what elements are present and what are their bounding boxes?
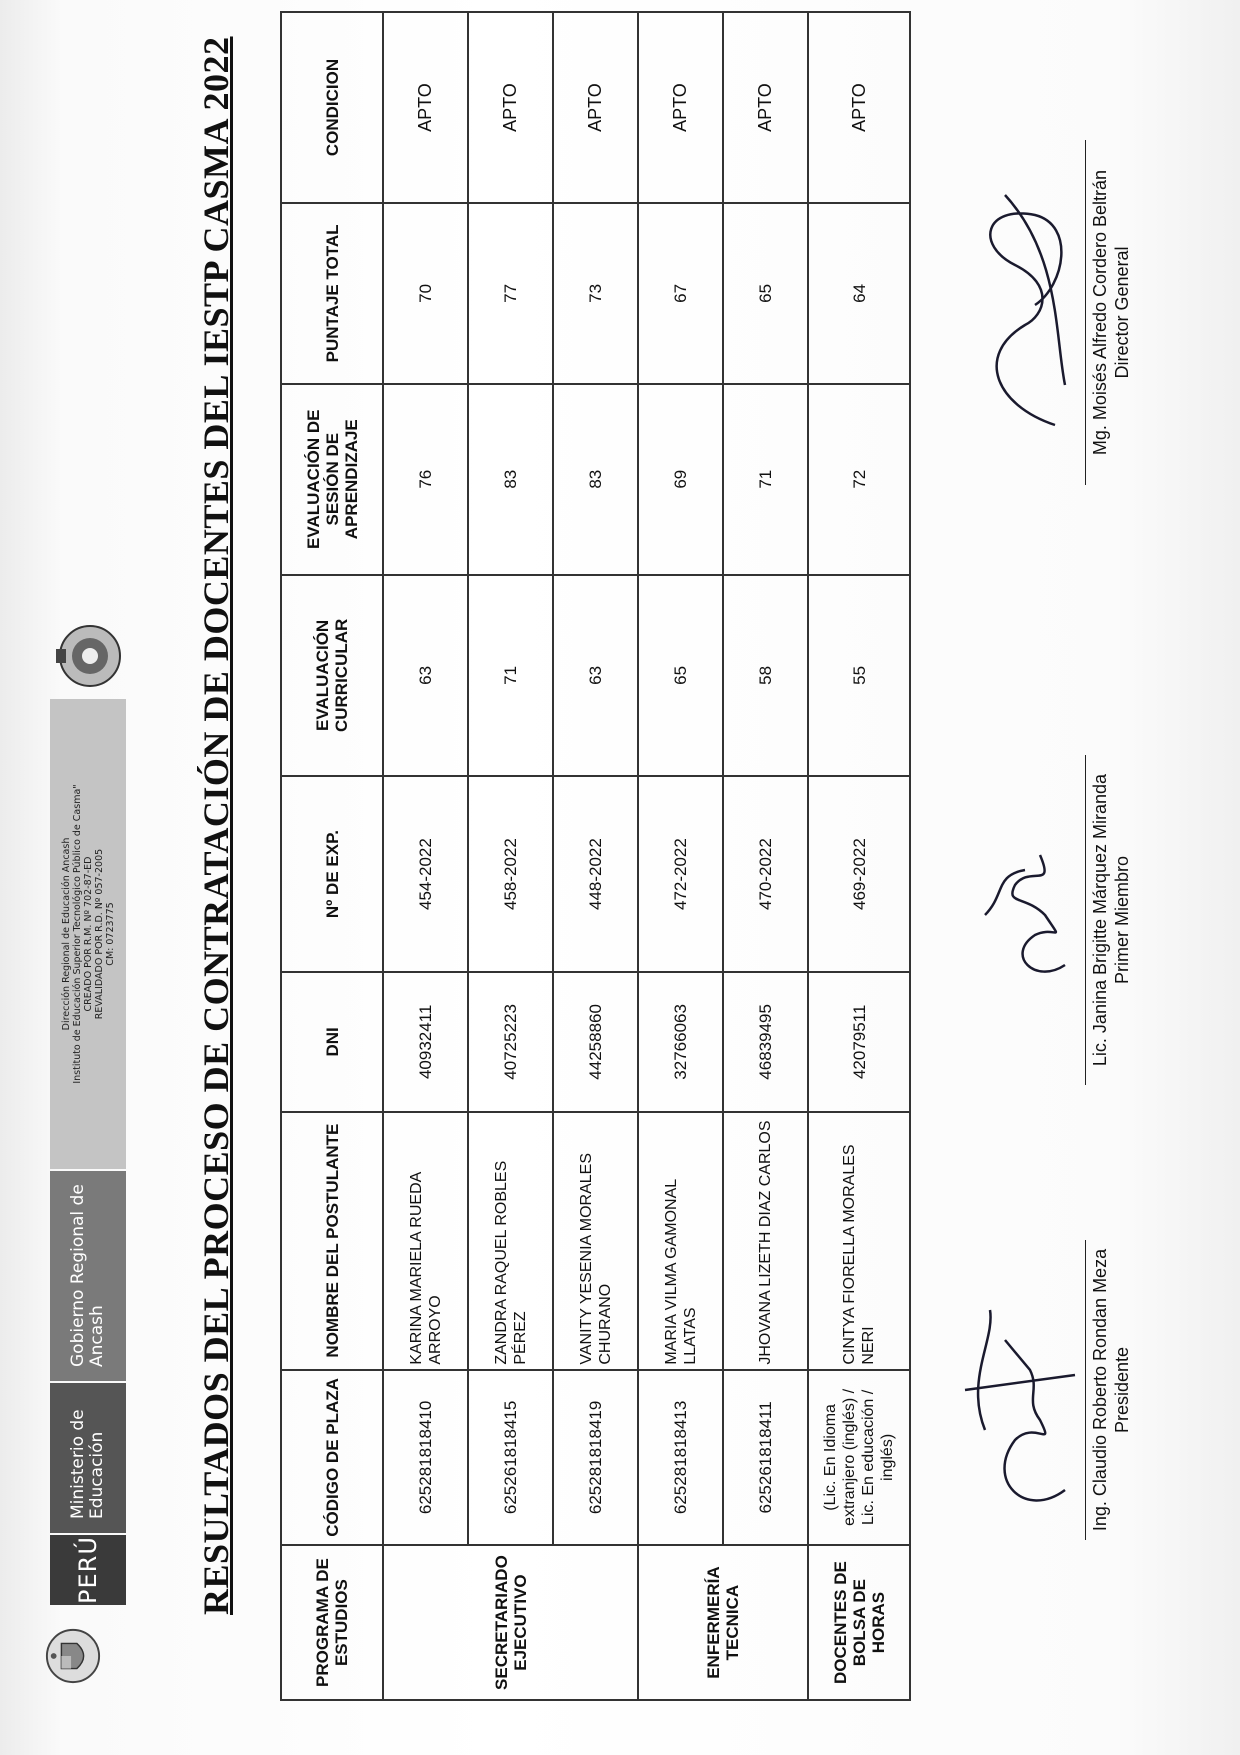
- signer-role: Presidente: [1112, 1346, 1132, 1434]
- cell-nombre: MARIA VILMA GAMONAL LLATAS: [638, 1112, 723, 1370]
- program-secretariado: SECRETARIADO EJECUTIVO: [383, 1545, 638, 1700]
- program-docentes: DOCENTES DE BOLSA DE HORAS: [808, 1545, 910, 1700]
- table-row: [553, 12, 638, 1700]
- institute-line-3: CREADO POR R.M. Nº 702-87-ED: [82, 856, 94, 1012]
- cell-curricular: 63: [553, 575, 638, 776]
- cell-dni: 32766063: [638, 972, 723, 1111]
- cell-curricular: 71: [468, 575, 553, 776]
- cell-sesion: 76: [383, 384, 468, 575]
- header-exp: Nº DE EXP.: [281, 776, 383, 972]
- signer-name: Mg. Moisés Alfredo Cordero Beltrán: [1090, 169, 1110, 456]
- header-curricular: EVALUACIÓN CURRICULAR: [281, 575, 383, 776]
- cell-sesion: 71: [723, 384, 808, 575]
- header-dni: DNI: [281, 972, 383, 1111]
- institute-line-2: Instituto de Educación Superior Tecnológico Público de Casma": [71, 784, 83, 1084]
- signer-role: Primer Miembro: [1112, 856, 1132, 985]
- cell-codigo: (Lic. En Idioma extranjero (inglés) / Lic. En educación / inglés): [808, 1370, 910, 1546]
- cell-condicion: APTO: [723, 12, 808, 203]
- cell-dni: 40932411: [383, 972, 468, 1111]
- cell-curricular: 55: [808, 575, 910, 776]
- cell-curricular: 63: [383, 575, 468, 776]
- header-programa: PROGRAMA DE ESTUDIOS: [281, 1545, 383, 1700]
- signer-name: Lic. Janina Brigitte Márquez Miranda: [1090, 773, 1110, 1067]
- signer-name: Ing. Claudio Roberto Rondan Meza: [1090, 1248, 1110, 1532]
- header-sesion: EVALUACIÓN DE SESIÓN DE APRENDIZAJE: [281, 384, 383, 575]
- cell-nombre: KARINA MARIELA RUEDA ARROYO: [383, 1112, 468, 1370]
- cell-exp: 448-2022: [553, 776, 638, 972]
- table-row: [638, 12, 723, 1700]
- cell-codigo: 625281818419: [553, 1370, 638, 1546]
- cell-condicion: APTO: [468, 12, 553, 203]
- cell-exp: 458-2022: [468, 776, 553, 972]
- cell-total: 70: [383, 203, 468, 384]
- handwritten-signature-icon: [945, 140, 1085, 485]
- program-enfermeria: ENFERMERÍA TECNICA: [638, 1545, 808, 1700]
- cell-total: 65: [723, 203, 808, 384]
- cell-codigo: 625281818413: [638, 1370, 723, 1546]
- cell-condicion: APTO: [553, 12, 638, 203]
- cell-total: 67: [638, 203, 723, 384]
- cell-sesion: 83: [553, 384, 638, 575]
- cell-sesion: 69: [638, 384, 723, 575]
- cell-codigo: 625261818415: [468, 1370, 553, 1546]
- cell-nombre: CINTYA FIORELLA MORALES NERI: [808, 1112, 910, 1370]
- cell-condicion: APTO: [383, 12, 468, 203]
- cell-exp: 470-2022: [723, 776, 808, 972]
- cell-dni: 46839495: [723, 972, 808, 1111]
- peru-banner: PERÚ: [50, 1535, 126, 1605]
- ministry-banner: Ministerio de Educación: [50, 1383, 126, 1533]
- handwritten-signature-icon: [945, 1240, 1085, 1540]
- institute-logo-icon: [50, 619, 126, 693]
- cell-curricular: 58: [723, 575, 808, 776]
- table-row: [468, 12, 553, 1700]
- cell-dni: 40725223: [468, 972, 553, 1111]
- cell-total: 77: [468, 203, 553, 384]
- cell-dni: 44258860: [553, 972, 638, 1111]
- table-row: [808, 12, 910, 1700]
- institutional-header: [20, 5, 120, 1705]
- results-table: [280, 11, 911, 1701]
- cell-sesion: 83: [468, 384, 553, 575]
- cell-nombre: ZANDRA RAQUEL ROBLES PÉREZ: [468, 1112, 553, 1370]
- handwritten-signature-icon: [945, 755, 1085, 1085]
- regional-government-banner: Gobierno Regional de Ancash: [50, 1171, 126, 1381]
- table-row: [383, 12, 468, 1700]
- cell-condicion: APTO: [808, 12, 910, 203]
- cell-codigo: 625281818410: [383, 1370, 468, 1546]
- cell-codigo: 625261818411: [723, 1370, 808, 1546]
- cell-dni: 42079511: [808, 972, 910, 1111]
- cell-nombre: VANITY YESENIA MORALES CHURANO: [553, 1112, 638, 1370]
- table-header-row: [281, 12, 383, 1700]
- cell-exp: 472-2022: [638, 776, 723, 972]
- cell-exp: 469-2022: [808, 776, 910, 972]
- header-condicion: CONDICION: [281, 12, 383, 203]
- cell-total: 73: [553, 203, 638, 384]
- institute-banner: [50, 699, 126, 1169]
- signer-role: Director General: [1112, 246, 1132, 379]
- institute-line-5: CM: 0723775: [104, 902, 116, 966]
- header-nombre: NOMBRE DEL POSTULANTE: [281, 1112, 383, 1370]
- cell-exp: 454-2022: [383, 776, 468, 972]
- header-total: PUNTAJE TOTAL: [281, 203, 383, 384]
- peru-coat-of-arms-icon: [44, 1627, 102, 1685]
- institute-line-4: REVALIDADO POR R.D. Nº 057-2005: [93, 848, 105, 1020]
- cell-curricular: 65: [638, 575, 723, 776]
- document-title: RESULTADOS DEL PROCESO DE CONTRATACIÓN DE DOCENTES DEL IESTP CASMA 2022: [196, 36, 236, 1615]
- cell-condicion: APTO: [638, 12, 723, 203]
- cell-total: 64: [808, 203, 910, 384]
- cell-nombre: JHOVANA LIZETH DIAZ CARLOS: [723, 1112, 808, 1370]
- institute-line-1: Dirección Regional de Educación Ancash: [60, 837, 72, 1031]
- header-codigo: CÓDIGO DE PLAZA: [281, 1370, 383, 1546]
- table-row: [723, 12, 808, 1700]
- cell-sesion: 72: [808, 384, 910, 575]
